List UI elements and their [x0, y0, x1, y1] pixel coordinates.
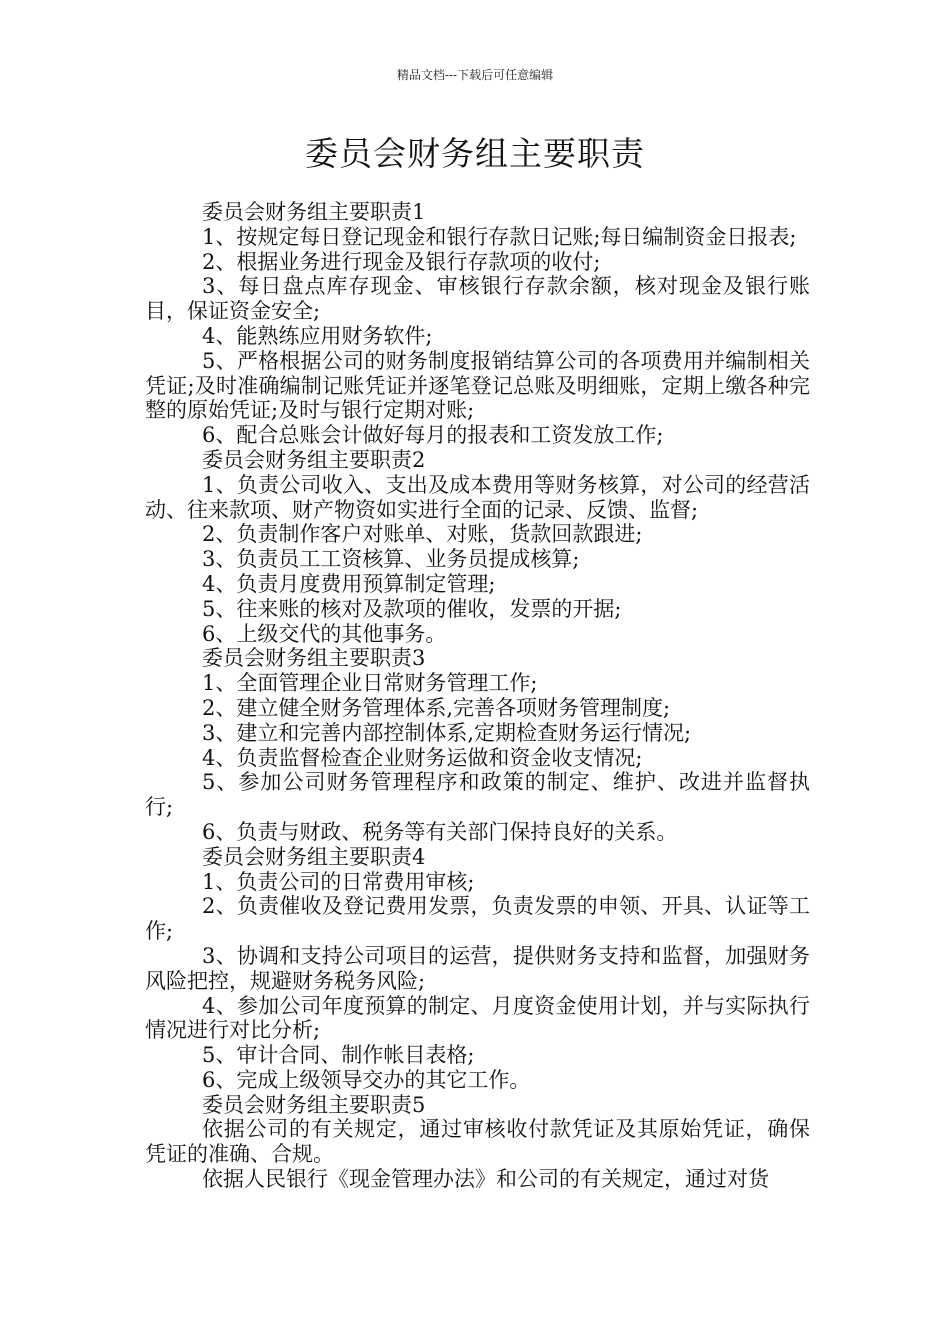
document-title: 委员会财务组主要职责 [305, 134, 645, 173]
section-heading-3: 委员会财务组主要职责3 [202, 646, 426, 671]
paragraph: 4、能熟练应用财务软件; [202, 323, 433, 348]
paragraph: 5、严格根据公司的财务制度报销结算公司的各项费用并编制相关凭证;及时准确编制记账凭证并逐笔登记总账及明细账，定期上缴各种完整的原始凭证;及时与银行定期对账; [145, 348, 810, 423]
paragraph: 4、负责月度费用预算制定管理; [202, 571, 496, 596]
paragraph: 5、参加公司财务管理程序和政策的制定、维护、改进并监督执行; [145, 770, 810, 820]
paragraph: 4、参加公司年度预算的制定、月度资金使用计划，并与实际执行情况进行对比分析; [145, 993, 810, 1043]
paragraph: 5、审计合同、制作帐目表格; [202, 1043, 475, 1068]
paragraph: 2、根据业务进行现金及银行存款项的收付; [202, 249, 601, 274]
section-heading-5: 委员会财务组主要职责5 [202, 1092, 426, 1117]
paragraph: 依据公司的有关规定，通过审核收付款凭证及其原始凭证，确保凭证的准确、合规。 [145, 1117, 810, 1167]
paragraph: 3、建立和完善内部控制体系,定期检查财务运行情况; [202, 720, 692, 745]
paragraph: 依据人民银行《现金管理办法》和公司的有关规定，通过对货 [202, 1167, 769, 1192]
paragraph: 6、配合总账会计做好每月的报表和工资发放工作; [202, 423, 664, 448]
paragraph: 3、协调和支持公司项目的运营，提供财务支持和监督，加强财务风险把控，规避财务税务风险; [145, 943, 810, 993]
paragraph: 1、全面管理企业日常财务管理工作; [202, 671, 538, 696]
paragraph: 1、负责公司的日常费用审核; [202, 869, 475, 894]
paragraph: 2、建立健全财务管理体系,完善各项财务管理制度; [202, 695, 671, 720]
document-body [145, 200, 810, 1192]
section-heading-1: 委员会财务组主要职责1 [202, 200, 426, 224]
paragraph: 1、负责公司收入、支出及成本费用等财务核算，对公司的经营活动、往来款项、财产物资如实进行全面的记录、反馈、监督; [145, 472, 810, 522]
paragraph: 3、负责员工工资核算、业务员提成核算; [202, 547, 580, 572]
paragraph: 6、上级交代的其他事务。 [202, 621, 447, 646]
section-heading-2: 委员会财务组主要职责2 [202, 447, 426, 472]
paragraph: 6、完成上级领导交办的其它工作。 [202, 1067, 531, 1092]
paragraph: 5、往来账的核对及款项的催收，发票的开据; [202, 596, 622, 621]
paragraph: 6、负责与财政、税务等有关部门保持良好的关系。 [202, 819, 678, 844]
paragraph: 1、按规定每日登记现金和银行存款日记账;每日编制资金日报表; [202, 224, 797, 249]
section-heading-4: 委员会财务组主要职责4 [202, 844, 426, 869]
header-note: 精品文档---下载后可任意编辑 [396, 68, 554, 82]
paragraph: 2、负责催收及登记费用发票，负责发票的申领、开具、认证等工作; [145, 894, 810, 944]
paragraph: 3、每日盘点库存现金、审核银行存款余额，核对现金及银行账目，保证资金安全; [145, 274, 810, 324]
paragraph: 2、负责制作客户对账单、对账，货款回款跟进; [202, 522, 643, 547]
paragraph: 4、负责监督检查企业财务运做和资金收支情况; [202, 745, 643, 770]
